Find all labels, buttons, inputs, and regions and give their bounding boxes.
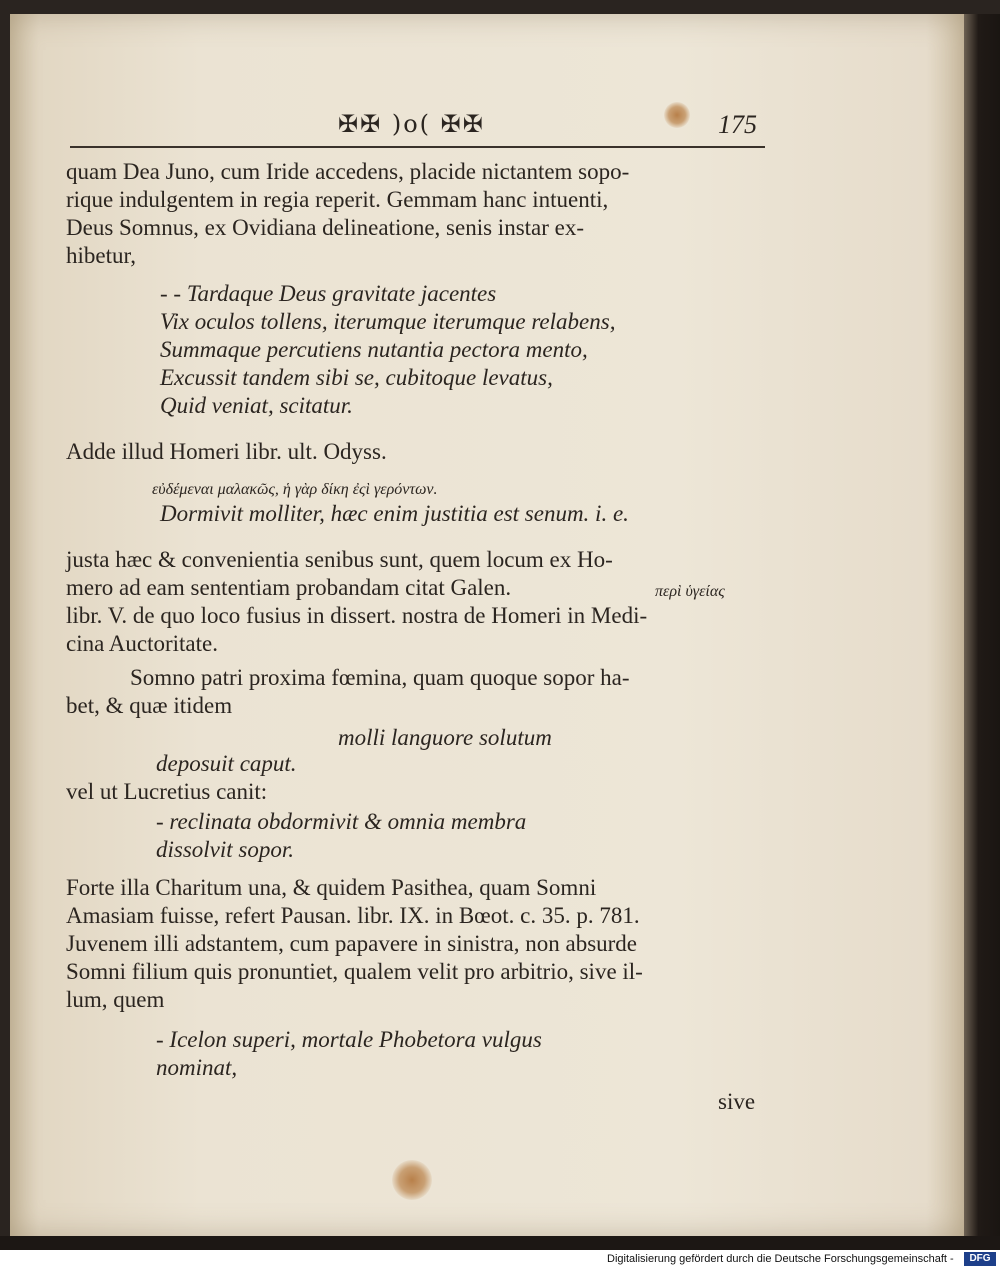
page-edge-shadow (964, 14, 1000, 1250)
text-line: libr. V. de quo loco fusius in dissert. nostra de Homeri in Medi- (66, 603, 648, 628)
verse-line: Quid veniat, scitatur. (160, 393, 353, 418)
text-line: Juvenem illi adstantem, cum papavere in sinistra, non absurde (66, 931, 638, 956)
verse-line: Summaque percutiens nutantia pectora mento, (160, 337, 588, 362)
verse-line: nominat, (156, 1055, 238, 1080)
digitization-note: Digitalisierung gefördert durch die Deutsche Forschungsgemeinschaft - (607, 1253, 954, 1265)
ink-stain (664, 102, 690, 128)
text-line: Deus Somnus, ex Ovidiana delineatione, senis instar ex- (66, 215, 585, 240)
verse-line: Excussit tandem sibi se, cubitoque levatus, (160, 365, 553, 390)
text-line: Amasiam fuisse, refert Pausan. libr. IX. in Bœot. c. 35. p. 781. (66, 903, 640, 928)
text-line: quam Dea Juno, cum Iride accedens, placide nictantem sopo- (66, 159, 630, 184)
page-bottom-edge (0, 1236, 1000, 1250)
text-line: cina Auctoritate. (66, 631, 218, 656)
verse-line: - reclinata obdormivit & omnia membra (156, 809, 527, 834)
catchword: sive (718, 1089, 756, 1114)
dfg-logo: DFG (964, 1252, 996, 1266)
text-line: Adde illud Homeri libr. ult. Odyss. (66, 439, 387, 464)
text-line: Somno patri proxima fœmina, quam quoque sopor ha- (130, 665, 630, 690)
verse-line: Vix oculos tollens, iterumque iterumque relabens, (160, 309, 616, 334)
verse-line: dissolvit sopor. (156, 837, 295, 862)
greek-quote: περὶ ὑγείας (655, 583, 725, 600)
header-ornament: ✠✠ )o( ✠✠ (338, 110, 485, 138)
greek-quote: εὐδέμεναι μαλακῶς, ἡ γὰρ δίκη ἐςὶ γερόντων. (152, 481, 438, 498)
text-line: vel ut Lucretius canit: (66, 779, 268, 804)
verse-line: Dormivit molliter, hæc enim justitia est senum. i. e. (160, 501, 629, 526)
verse-line: molli languore solutum (338, 725, 552, 750)
verse-line: deposuit caput. (156, 751, 297, 776)
verse-line: - Icelon superi, mortale Phobetora vulgus (156, 1027, 542, 1052)
header-rule (70, 146, 765, 148)
text-line: rique indulgentem in regia reperit. Gemmam hanc intuenti, (66, 187, 609, 212)
verse-line: - - Tardaque Deus gravitate jacentes (160, 281, 497, 306)
ink-stain (392, 1160, 432, 1200)
text-line: Somni filium quis pronuntiet, qualem velit pro arbitrio, sive il- (66, 959, 643, 984)
text-line: justa hæc & convenientia senibus sunt, quem locum ex Ho- (66, 547, 613, 572)
page-number: 175 (718, 110, 757, 139)
text-line: bet, & quæ itidem (66, 693, 233, 718)
text-line: Forte illa Charitum una, & quidem Pasithea, quam Somni (66, 875, 597, 900)
text-line: hibetur, (66, 243, 136, 268)
text-line: lum, quem (66, 987, 165, 1012)
text-line: mero ad eam sententiam probandam citat Galen. (66, 575, 512, 600)
